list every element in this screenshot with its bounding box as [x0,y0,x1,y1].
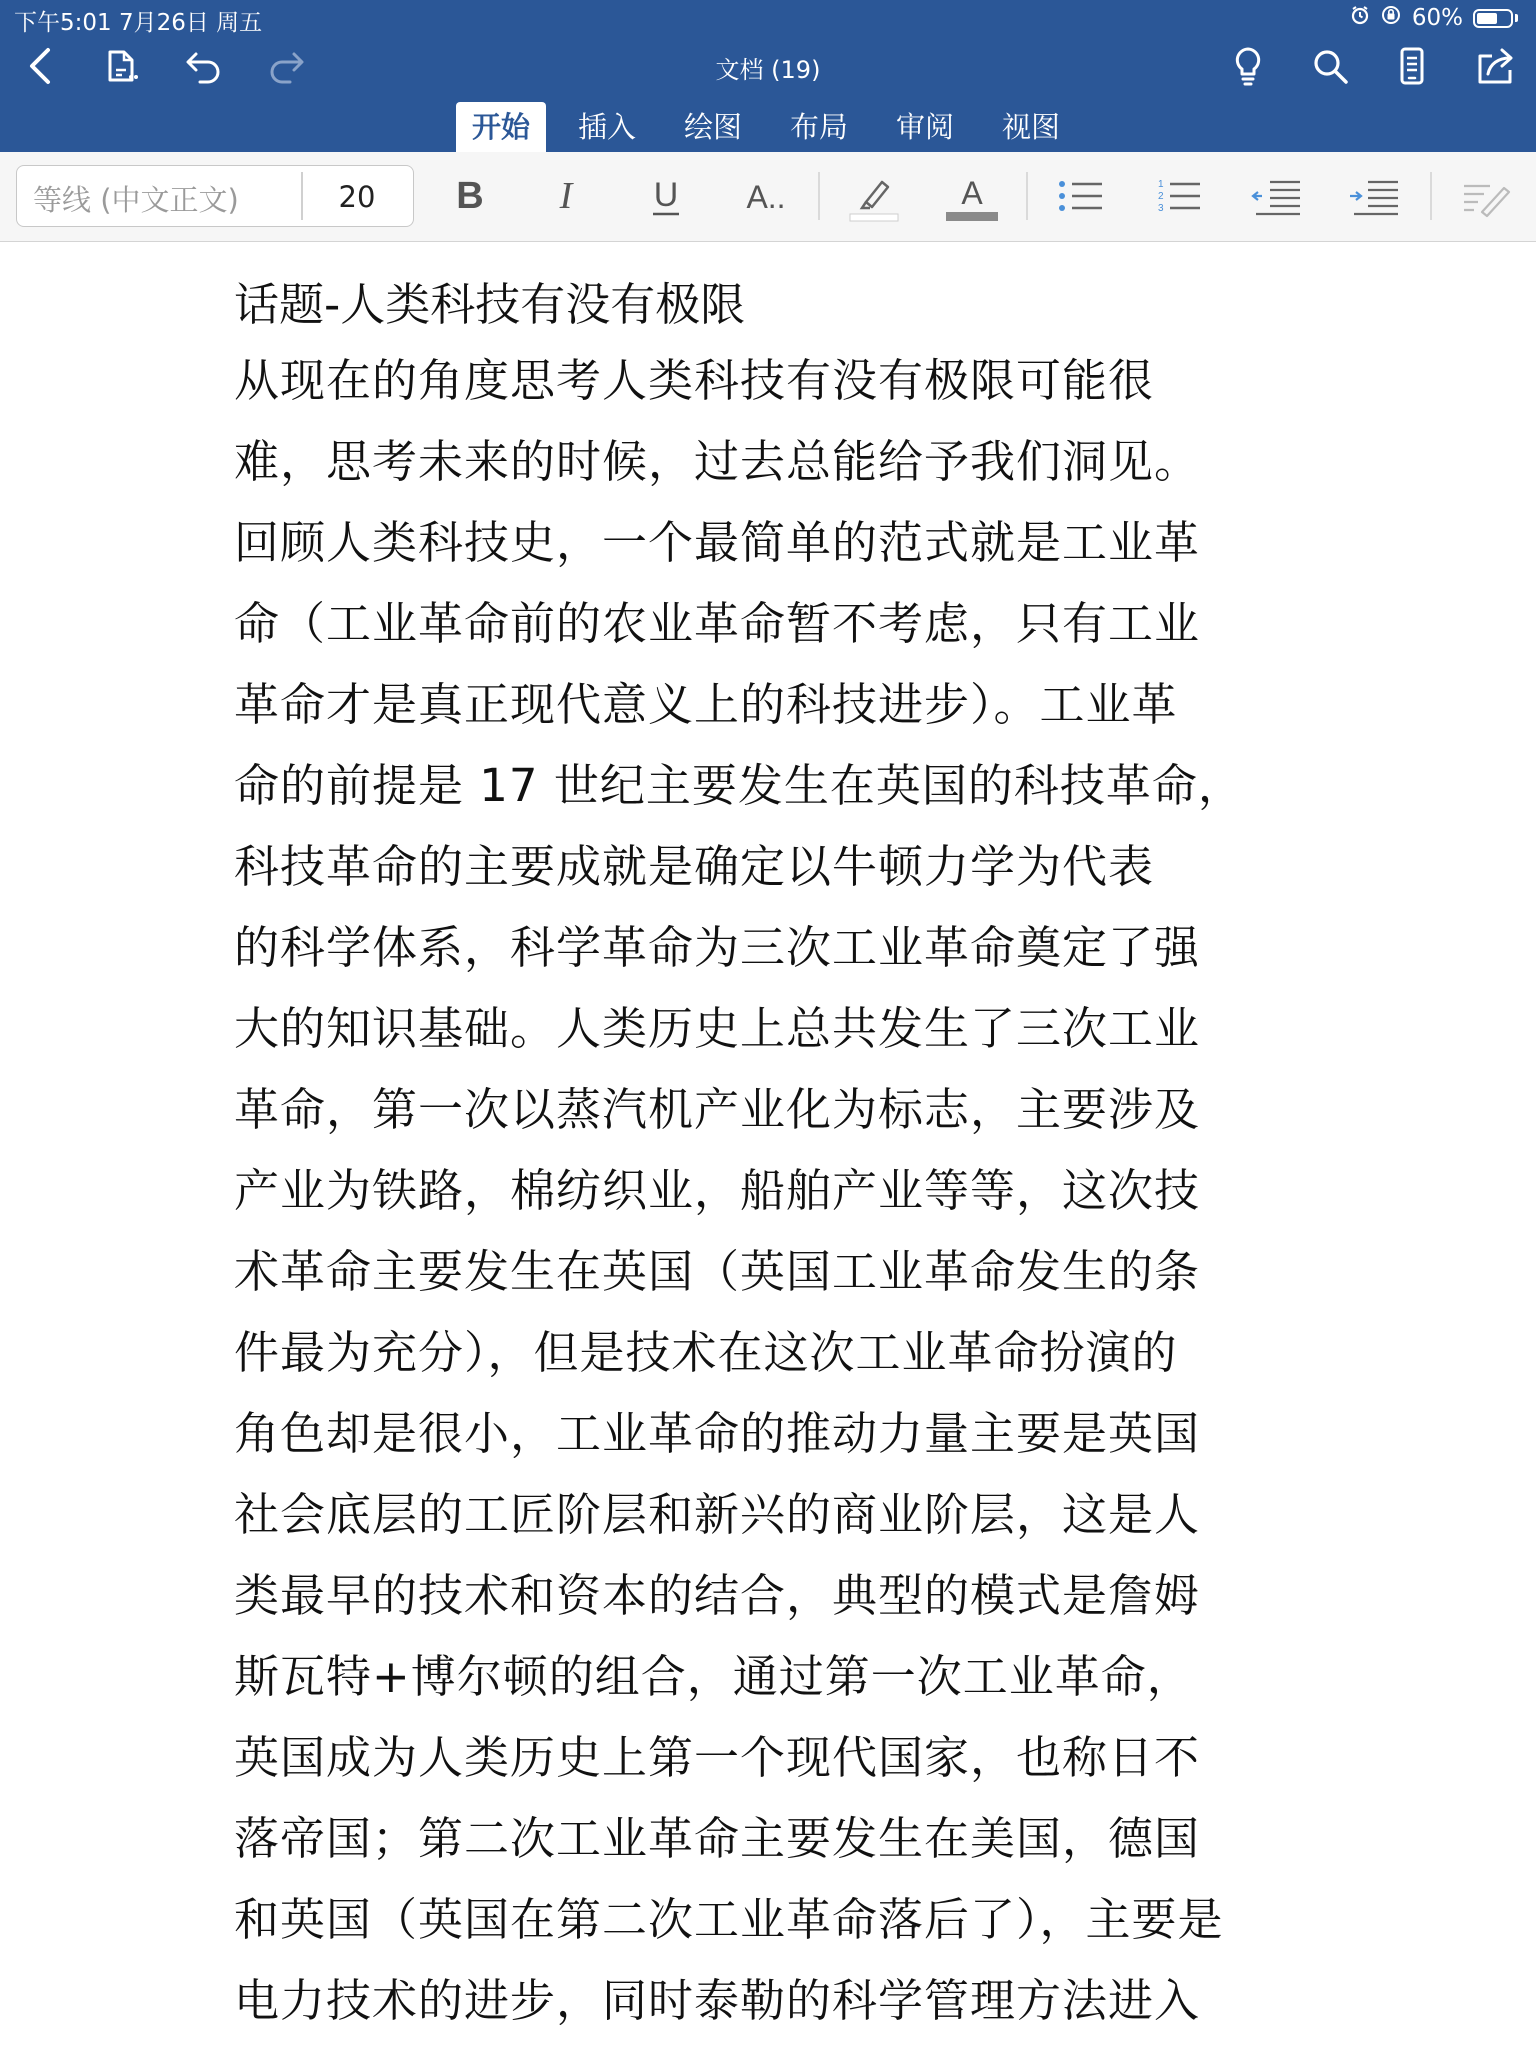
body-line: 角色却是很小，工业革命的推动力量主要是英国 [234,1407,1201,1460]
body-line: 英国成为人类历史上第一个现代国家，也称日不 [234,1731,1201,1784]
body-line: 电力技术的进步，同时泰勒的科学管理方法进入 [234,1974,1201,2027]
format-toolbar [0,152,1536,242]
paragraph-styles-button[interactable] [1456,166,1516,226]
battery-percent: 60% [1411,5,1463,31]
font-color-button[interactable] [942,166,1002,226]
body-line: 科技革命的主要成就是确定以牛顿力学为代表 [234,840,1155,893]
svg-text:B: B [456,175,484,217]
underline-icon [636,166,696,226]
undo-icon[interactable] [182,44,226,88]
numbered-list-button[interactable] [1150,166,1210,226]
font-selector[interactable] [16,165,414,227]
bold-button[interactable] [440,166,500,226]
body-line: 命的前提是 17 世纪主要发生在英国的科技革命， [234,759,1244,812]
body-line: 革命，第一次以蒸汽机产业化为标志，主要涉及 [234,1083,1201,1136]
body-line: 难，思考未来的时候，过去总能给予我们洞见。 [234,435,1201,488]
tab-view[interactable]: 视图 [1001,110,1060,144]
svg-text:A: A [961,175,983,211]
body-line: 类最早的技术和资本的结合，典型的模式是詹姆 [234,1569,1201,1622]
highlighter-icon [844,166,904,226]
svg-text:3: 3 [1158,203,1164,214]
body-line: 回顾人类科技史，一个最简单的范式就是工业革 [234,516,1201,569]
document-heading: 话题-人类科技有没有极限 [234,278,746,331]
toolbar-separator [1430,172,1432,220]
bold-icon [440,166,500,226]
font-size[interactable]: 20 [338,180,376,214]
body-line: 命（工业革命前的农业革命暂不考虑，只有工业 [234,597,1201,650]
body-line: 大的知识基础。人类历史上总共发生了三次工业 [234,1002,1201,1055]
ribbon-tabs [0,92,1536,152]
svg-text:U: U [653,176,679,214]
back-chevron-icon[interactable] [20,44,64,88]
body-line: 从现在的角度思考人类科技有没有极限可能很 [234,354,1155,407]
body-line: 产业为铁路，棉纺织业，船舶产业等等，这次技 [234,1164,1201,1217]
text-styles-button[interactable] [736,166,796,226]
tab-layout[interactable]: 布局 [789,110,848,144]
italic-icon [536,166,596,226]
redo-icon[interactable] [264,44,308,88]
bullet-list-button[interactable] [1052,166,1112,226]
alarm-icon [1350,5,1370,31]
lightbulb-icon[interactable] [1226,44,1270,88]
decrease-indent-icon [1248,166,1308,226]
body-line: 件最为充分），但是技术在这次工业革命扮演的 [234,1326,1178,1379]
tab-draw[interactable]: 绘图 [683,110,742,144]
bullet-list-icon [1052,166,1112,226]
body-line: 革命才是真正现代意义上的科技进步）。工业革 [234,678,1178,731]
body-line: 和英国（英国在第二次工业革命落后了），主要是 [234,1893,1224,1946]
tab-insert[interactable]: 插入 [577,110,636,144]
highlighter-button[interactable] [844,166,904,226]
search-icon[interactable] [1308,44,1352,88]
increase-indent-button[interactable] [1346,166,1406,226]
tab-review[interactable]: 审阅 [895,110,954,144]
paragraph-styles-icon [1456,166,1516,226]
share-icon[interactable] [1472,44,1516,88]
toolbar-separator [818,172,820,220]
svg-text:2: 2 [1158,191,1164,202]
svg-text:A..: A.. [746,179,786,215]
body-line: 斯瓦特+博尔顿的组合，通过第一次工业革命， [234,1650,1193,1703]
tab-home[interactable]: 开始 [456,102,546,152]
document-page[interactable] [234,270,1314,2041]
font-color-icon [942,166,1002,226]
toolbar-separator [1026,172,1028,220]
status-bar [0,0,1536,40]
decrease-indent-button[interactable] [1248,166,1308,226]
app-header [0,0,1536,152]
text-styles-icon [736,166,796,226]
increase-indent-icon [1346,166,1406,226]
body-line: 的科学体系，科学革命为三次工业革命奠定了强 [234,921,1201,974]
body-line: 术革命主要发生在英国（英国工业革命发生的条 [234,1245,1201,1298]
svg-text:I: I [559,175,573,217]
document-title: 文档 (19) [715,56,821,84]
svg-text:1: 1 [1158,179,1164,190]
underline-button[interactable] [636,166,696,226]
font-name[interactable]: 等线 (中文正文) [33,183,239,217]
battery-icon [1473,9,1513,28]
status-indicators [1350,4,1518,32]
file-format-icon[interactable] [100,44,144,88]
body-line: 社会底层的工匠阶层和新兴的商业阶层，这是人 [234,1488,1201,1541]
document-body [234,340,1314,2041]
mobile-view-icon[interactable] [1390,44,1434,88]
body-line: 落帝国；第二次工业革命主要发生在美国，德国 [234,1812,1201,1865]
numbered-list-icon [1150,166,1210,226]
orientation-lock-icon [1380,4,1402,32]
battery-tip [1515,14,1518,22]
italic-button[interactable] [536,166,596,226]
title-bar [0,40,1536,92]
status-time-date: 下午5:01 7月26日 周五 [14,10,263,36]
